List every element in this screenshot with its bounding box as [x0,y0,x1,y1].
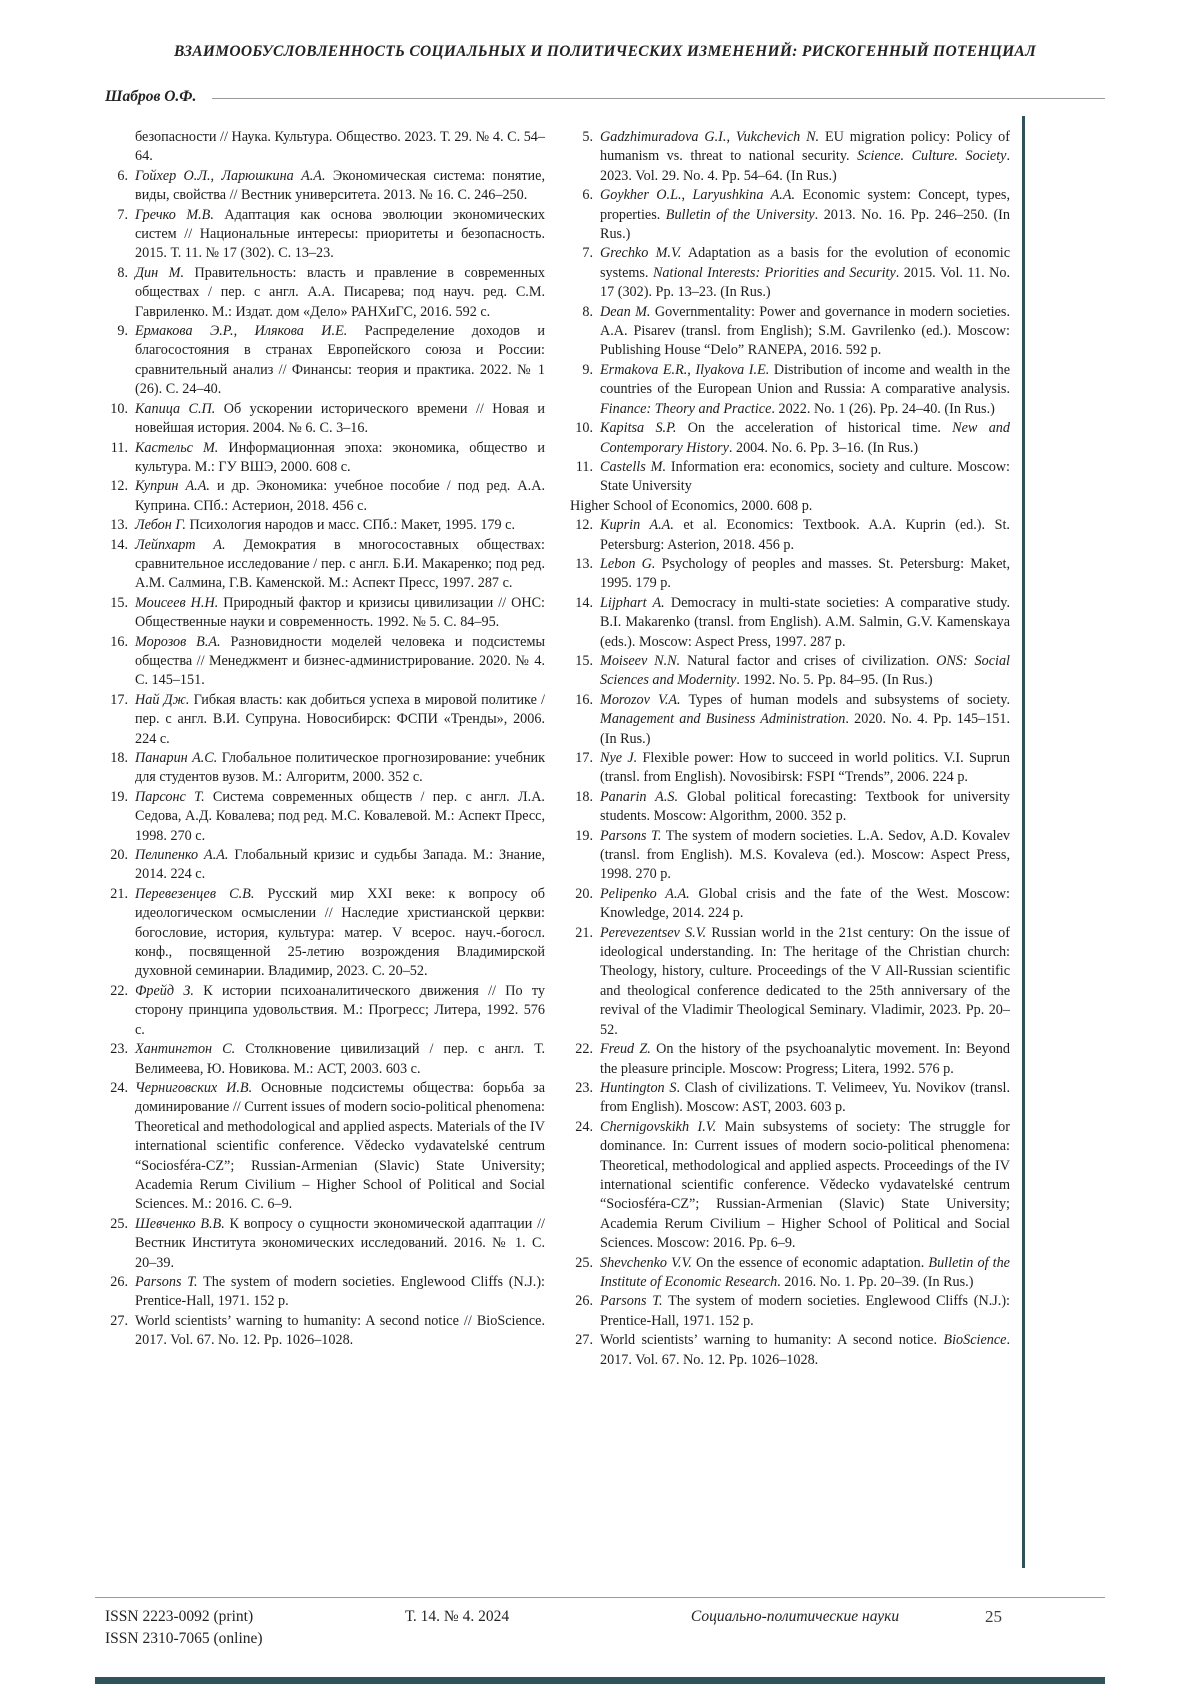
reference-entry [570,1079,1010,1118]
bottom-accent-bar [95,1677,1105,1684]
reference-entry [570,497,1010,516]
reference-number: 9. [117,323,128,340]
reference-text: Лейпхарт А. Демократия в многосоставных обществах: сравнительное исследование / пер. с англ. Б.И. Макаренко; под ред. А.М. Салмина, Г.В. Каменской. М.: Аспект Пресс, 1997. 287 с. [135,536,545,592]
reference-entry [105,788,545,846]
reference-number: 23. [110,1041,128,1058]
reference-entry [570,1292,1010,1331]
reference-text: Moiseev N.N. Natural factor and crises of civilization. ONS: Social Sciences and Modernity. 1992. No. 5. Pp. 84–95. (In Rus.) [600,652,1010,689]
reference-number: 16. [110,633,128,650]
reference-text: Панарин А.С. Глобальное политическое прогнозирование: учебник для студентов вузов. М.: Алгоритм, 2000. 352 с. [135,750,546,786]
page-number: 25 [985,1607,1002,1626]
reference-text: Lijphart A. Democracy in multi-state societies: A comparative study. B.I. Makarenko (transl. from English). A.M. Salmin, G.V. Kamenskaya (eds.). Moscow: Aspect Press, 1997. 287 p. [600,594,1010,650]
reference-text: Panarin A.S. Global political forecasting: Textbook for university students. Moscow: Algorithm, 2000. 352 p. [600,788,1010,825]
reference-entry [570,924,1010,1040]
reference-text: Parsons T. The system of modern societies. Englewood Cliffs (N.J.): Prentice-Hall, 1971. 152 p. [135,1273,545,1310]
reference-number: 10. [110,400,128,417]
reference-number: 13. [110,517,128,534]
reference-number: 26. [110,1273,128,1290]
footer-divider-line [95,1597,1105,1598]
reference-text: Nye J. Flexible power: How to succeed in world politics. V.I. Suprun (transl. from English). Novosibirsk: FSPI “Trends”, 2006. 224 p. [600,750,1010,786]
reference-number: 27. [575,1332,593,1349]
reference-number: 18. [110,750,128,766]
reference-number: 24. [110,1079,128,1096]
reference-entry [570,361,1010,419]
reference-number: 22. [110,982,128,999]
reference-text: Parsons T. The system of modern societies. L.A. Sedov, A.D. Kovalev (transl. from English). M.S. Kovaleva (ed.). Moscow: Aspect Press, 1998. 270 p. [600,827,1010,883]
reference-number: 26. [575,1293,593,1310]
reference-text: Шевченко В.В. К вопросу о сущности экономической адаптации // Вестник Института экономических исследований. 2016. № 1. С. 20–39. [135,1215,545,1271]
volume-issue-year: Т. 14. № 4. 2024 [405,1608,510,1625]
reference-entry [105,167,545,206]
reference-text: Лебон Г. Психология народов и масс. СПб.: Макет, 1995. 179 с. [135,517,516,534]
reference-number: 19. [575,827,593,844]
reference-number: 15. [110,594,128,611]
reference-text: Хантингтон С. Столкновение цивилизаций / пер. с англ. Т. Велимеева, Ю. Новикова. М.: АСТ, 2003. 603 с. [135,1041,545,1077]
reference-entry [105,322,545,400]
reference-number: 21. [575,924,593,941]
reference-entry [570,827,1010,885]
reference-number: 6. [117,167,128,184]
reference-text: Lebon G. Psychology of peoples and masses. St. Petersburg: Maket, 1995. 179 p. [600,555,1010,592]
reference-number: 19. [110,788,128,805]
reference-text: Higher School of Economics, 2000. 608 p. [570,497,813,514]
reference-number: 23. [575,1079,593,1096]
reference-number: 14. [110,536,128,553]
reference-number: 27. [110,1312,128,1329]
reference-entry [570,419,1010,458]
reference-number: 21. [110,885,128,902]
reference-number: 20. [110,847,128,864]
reference-entry [570,303,1010,361]
reference-entry [105,982,545,1040]
reference-entry [105,264,545,322]
references-section [105,128,1010,1558]
reference-text: Huntington S. Clash of civilizations. T. Velimeev, Yu. Novikov (transl. from English). Moscow: AST, 2003. 603 p. [600,1079,1010,1116]
reference-text: Гойхер О.Л., Ларюшкина А.А. Экономическая система: понятие, виды, свойства // Вестник университета. 2013. № 16. С. 246–250. [135,167,545,204]
reference-number: 11. [575,458,593,475]
reference-entry [105,1040,545,1079]
page-footer [0,1597,1200,1684]
reference-entry [570,516,1010,555]
issn-online: ISSN 2310-7065 (online) [105,1630,263,1647]
reference-number: 22. [575,1041,593,1058]
reference-text: Castells M. Information era: economics, society and culture. Moscow: State University [600,458,1010,495]
reference-entry [105,1079,545,1215]
reference-number: 12. [110,478,128,495]
reference-text: Chernigovskikh I.V. Main subsystems of society: The struggle for dominance. In: Current issues of modern socio-political phenomena: Theoretical, methodological and applied aspects. Proceedings of the IV international scientific conference. Vědecko vydavatelské centrum “Sociosféra-CZ”; Russian-Armenian (Slavic) State University; Academia Rerum Civilium – Higher School of Political and Social Sciences. Moscow: 2016. Pp. 6–9. [600,1118,1010,1252]
reference-text: Ermakova E.R., Ilyakova I.E. Distribution of income and wealth in the countries of the European Union and Russia: A comparative analysis. Finance: Theory and Practice. 2022. No. 1 (26). Pp. 24–40. (In Rus.) [600,361,1010,417]
reference-number: 16. [575,691,593,708]
reference-entry [105,594,545,633]
reference-text: Морозов В.А. Разновидности моделей человека и подсистемы общества // Менеджмент и бизнес-администрирование. 2020. № 4. С. 145–151. [135,633,545,689]
reference-entry [105,885,545,982]
reference-entry [105,516,545,535]
reference-entry [105,439,545,478]
reference-entry [570,594,1010,652]
footer-row [95,1606,1105,1650]
reference-text: Perevezentsev S.V. Russian world in the 21st century: On the issue of ideological understanding. In: The heritage of the Christian church: Theology, history, culture. Proceedings of the V All-Russian scientific and theological conference dedicated to the 25th anniversary of the revival of the Vladimir Theological Seminary. Vladimir, 2023. Pp. 20–52. [600,924,1010,1038]
reference-entry [105,536,545,594]
reference-entry [570,128,1010,186]
reference-entry [570,555,1010,594]
reference-entry [105,846,545,885]
reference-entry [570,788,1010,827]
reference-text: Кастельс М. Информационная эпоха: экономика, общество и культура. М.: ГУ ВШЭ, 2000. 608 с. [135,439,545,475]
reference-text: Grechko M.V. Adaptation as a basis for the evolution of economic systems. National Interests: Priorities and Security. 2015. Vol. 11. No. 17 (302). Pp. 13–23. (In Rus.) [600,245,1010,301]
right-margin-accent-line [1022,116,1025,1568]
reference-entry [105,691,545,749]
reference-entry [570,1331,1010,1370]
reference-entry [570,749,1010,788]
reference-number: 24. [575,1118,593,1135]
reference-entry [105,206,545,264]
journal-name: Социально-политические науки [690,1608,900,1625]
reference-text: Фрейд З. К истории психоаналитического движения // По ту сторону принципа удовольствия. М.: Прогресс; Литера, 1992. 576 с. [135,982,545,1038]
reference-entry [570,458,1010,497]
reference-text: World scientists’ warning to humanity: A second notice. BioScience. 2017. Vol. 67. No. 12. Pp. 1026–1028. [600,1332,1010,1368]
reference-entry [105,749,545,788]
references-column-russian [105,128,545,1558]
reference-text: Goykher O.L., Laryushkina A.A. Economic system: Concept, types, properties. Bulletin of the University. 2013. No. 16. Pp. 246–250. (In Rus.) [600,187,1010,243]
reference-entry [570,1040,1010,1079]
reference-number: 14. [575,594,593,611]
reference-number: 13. [575,555,593,572]
reference-entry [105,633,545,691]
reference-entry [105,128,545,167]
reference-text: Morozov V.A. Types of human models and subsystems of society. Management and Business Administration. 2020. No. 4. Pp. 145–151. (In Rus.) [600,691,1010,747]
author-row [105,88,1105,106]
reference-text: Freud Z. On the history of the psychoanalytic movement. In: Beyond the pleasure principle. Moscow: Progress; Litera, 1992. 576 p. [600,1041,1010,1077]
author-divider-line [212,98,1105,99]
reference-text: Моисеев Н.Н. Природный фактор и кризисы цивилизации // ОНС: Общественные науки и современность. 1992. № 5. С. 84–95. [135,594,545,631]
reference-number: 17. [575,750,593,766]
reference-entry [570,186,1010,244]
reference-number: 7. [582,245,593,262]
reference-text: Парсонс Т. Система современных обществ / пер. с англ. Л.А. Седова, А.Д. Ковалева; под ред. М.С. Ковалевой. М.: Аспект Пресс, 1998. 270 с. [135,788,545,844]
reference-number: 10. [575,420,593,437]
reference-entry [570,691,1010,749]
author-name: Шабров О.Ф. [105,88,197,105]
reference-text: World scientists’ warning to humanity: A second notice // BioScience. 2017. Vol. 67. No. 12. Pp. 1026–1028. [135,1312,545,1349]
reference-number: 12. [575,517,593,534]
reference-text: Дин М. Правительность: власть и правление в современных обществах / пер. с англ. А.А. Писарева; под науч. ред. С.М. Гавриленко. М.: Издат. дом «Дело» РАНХиГС, 2016. 592 с. [135,264,545,320]
reference-number: 25. [110,1215,128,1232]
reference-text: Kapitsa S.P. On the acceleration of historical time. New and Contemporary History. 2004. No. 6. Pp. 3–16. (In Rus.) [600,420,1010,456]
reference-entry [570,244,1010,302]
reference-text: Гречко М.В. Адаптация как основа эволюции экономических систем // Национальные интересы: приоритеты и безопасность. 2015. Т. 11. № 17 (302). С. 13–23. [135,206,546,262]
reference-number: 8. [117,264,128,281]
reference-number: 8. [582,303,593,320]
issn-print: ISSN 2223-0092 (print) [105,1608,254,1625]
running-head-title: ВЗАИМООБУСЛОВЛЕННОСТЬ СОЦИАЛЬНЫХ И ПОЛИТИЧЕСКИХ ИЗМЕНЕНИЙ: РИСКОГЕННЫЙ ПОТЕНЦИАЛ [173,43,1036,60]
reference-text: безопасности // Наука. Культура. Общество. 2023. Т. 29. № 4. С. 54–64. [135,129,545,165]
reference-number: 18. [575,788,593,805]
reference-text: Пелипенко А.А. Глобальный кризис и судьбы Запада. М.: Знание, 2014. 224 с. [135,847,546,883]
reference-number: 9. [582,361,593,378]
reference-number: 25. [575,1254,593,1271]
reference-number: 17. [110,691,128,708]
reference-text: Shevchenko V.V. On the essence of economic adaptation. Bulletin of the Institute of Economic Research. 2016. No. 1. Pp. 20–39. (In Rus.) [600,1254,1010,1290]
reference-entry [570,1118,1010,1254]
reference-entry [105,1273,545,1312]
reference-entry [570,1254,1010,1293]
reference-text: Перевезенцев С.В. Русский мир XXI веке: к вопросу об идеологическом осмыслении // Наследие христианской церкви: богословие, история, культура: матер. V всерос. науч.-богосл. конф., посвященной 25-летию возрождения Владимирской духовной семинарии. Владимир, 2023. С. 20–52. [135,885,546,980]
reference-entry [105,400,545,439]
reference-entry [105,1215,545,1273]
reference-number: 20. [575,885,593,902]
reference-number: 5. [582,129,593,145]
reference-text: Най Дж. Гибкая власть: как добиться успеха в мировой политике / пер. с англ. В.И. Супруна. Новосибирск: ФСПИ «Тренды», 2006. 224 с. [135,691,545,747]
reference-entry [105,1312,545,1351]
reference-number: 6. [582,187,593,204]
reference-entry [570,652,1010,691]
reference-number: 15. [575,652,593,669]
reference-entry [105,477,545,516]
reference-text: Parsons T. The system of modern societies. Englewood Cliffs (N.J.): Prentice-Hall, 1971. 152 p. [600,1293,1010,1329]
reference-number: 11. [110,439,128,456]
reference-text: Черниговских И.В. Основные подсистемы общества: борьба за доминирование // Current issues of modern socio-political phenomena: Theoretical and methodological and applied aspects. Materials of the IV international scientific conference. Vědecko vydavatelské centrum “Sociosféra-CZ”; Russian-Armenian (Slavic) State University; Academia Rerum Civilium – Higher School of Political and Social Sciences. М.: 2016. С. 6–9. [135,1079,546,1213]
reference-text: Ермакова Э.Р., Илякова И.Е. Распределение доходов и благосостояния в странах Европейского союза и России: сравнительный анализ // Финансы: теория и практика. 2022. № 1 (26). С. 24–40. [135,323,545,398]
reference-text: Gadzhimuradova G.I., Vukchevich N. EU migration policy: Policy of humanism vs. threat to national security. Science. Culture. Society. 2023. Vol. 29. No. 4. Pp. 54–64. (In Rus.) [600,129,1010,184]
references-column-english [570,128,1010,1558]
reference-text: Куприн А.А. и др. Экономика: учебное пособие / под ред. А.А. Куприна. СПб.: Астерион, 2018. 456 с. [135,478,546,514]
reference-entry [570,885,1010,924]
reference-number: 7. [117,206,128,223]
reference-text: Dean M. Governmentality: Power and governance in modern societies. A.A. Pisarev (transl. from English); S.M. Gavrilenko (ed.). Moscow: Publishing House “Delo” RANEPA, 2016. 592 p. [600,303,1010,359]
issn-block [105,1606,405,1650]
reference-text: Капица С.П. Об ускорении исторического времени // Новая и новейшая история. 2004. № 6. С. 3–16. [135,400,545,437]
reference-text: Kuprin A.A. et al. Economics: Textbook. A.A. Kuprin (ed.). St. Petersburg: Asterion, 2018. 456 p. [600,517,1010,553]
reference-text: Pelipenko A.A. Global crisis and the fate of the West. Moscow: Knowledge, 2014. 224 p. [600,885,1010,922]
